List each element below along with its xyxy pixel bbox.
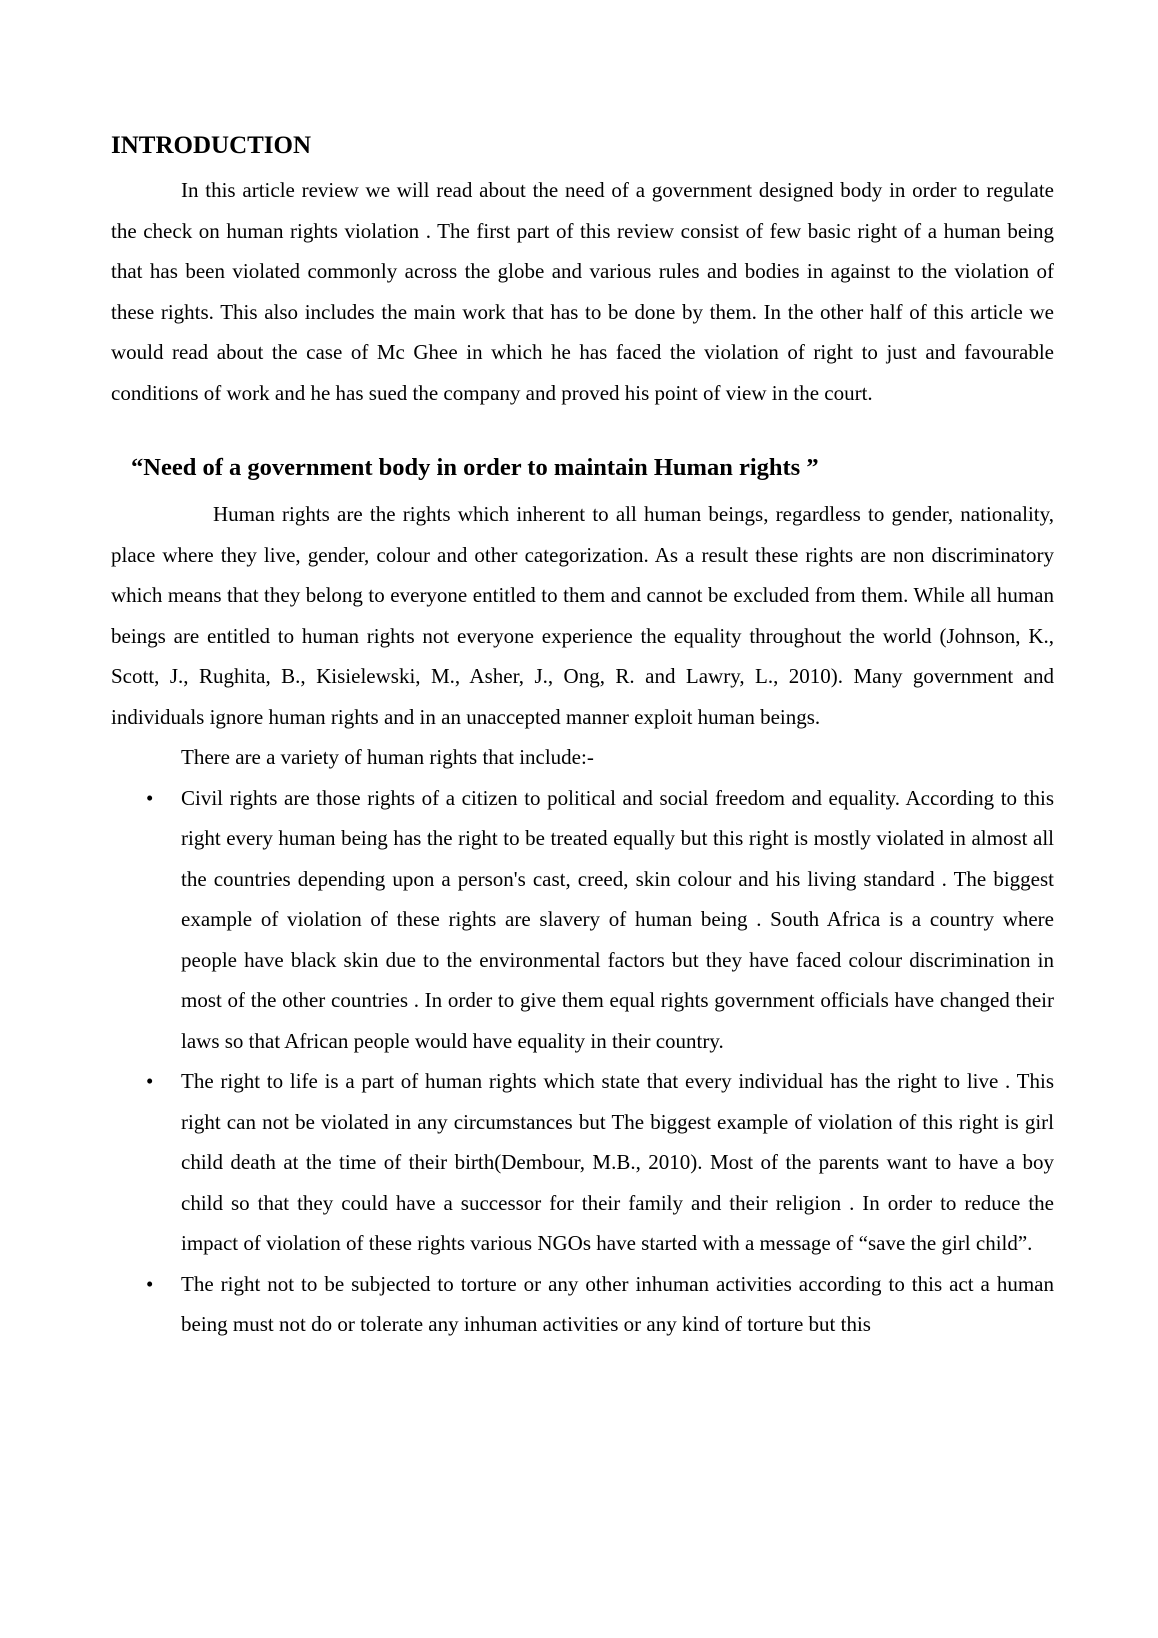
list-item xyxy=(111,1264,1054,1345)
page-content xyxy=(111,130,1054,1345)
section-heading: “Need of a government body in order to maintain Human rights ” xyxy=(131,454,819,481)
list-intro: There are a variety of human rights that include:- xyxy=(181,745,594,769)
list-item-text: The right not to be subjected to torture or any other inhuman activities according to this act a human being must not do or tolerate any inhuman activities or any kind of torture but this xyxy=(181,1271,1054,1336)
list-item xyxy=(111,778,1054,1062)
introduction-heading: INTRODUCTION xyxy=(111,132,312,159)
bullet-icon: • xyxy=(146,785,154,810)
list-item-text: Civil rights are those rights of a citizen to political and social freedom and equality. According to this right every human being has the right to be treated equally but this right is mostly violated in almost all the countries depending upon a person's cast, creed, skin colour and his living standard . The biggest example of violation of these rights are slavery of human being . South Africa is a country where people have black skin due to the environmental factors but they have faced colour discrimination in most of the other countries . In order to give them equal rights government officials have changed their laws so that African people would have equality in their country. xyxy=(181,785,1054,1053)
section-paragraph: Human rights are the rights which inherent to all human beings, regardless to gender, nationality, place where they live, gender, colour and other categorization. As a result these rights are non discriminatory which means that they belong to everyone entitled to them and cannot be excluded from them. While all human beings are entitled to human rights not everyone experience the equality throughout the world (Johnson, K., Scott, J., Rughita, B., Kisielewski, M., Asher, J., Ong, R. and Lawry, L., 2010). Many government and individuals ignore human rights and in an unaccepted manner exploit human beings. xyxy=(111,502,1054,729)
list-item-text: The right to life is a part of human rights which state that every individual has the right to live . This right can not be violated in any circumstances but The biggest example of violation of this right is girl child death at the time of their birth(Dembour, M.B., 2010). Most of the parents want to have a boy child so that they could have a successor for their family and their religion . In order to reduce the impact of violation of these rights various NGOs have started with a message of “save the girl child”. xyxy=(181,1069,1054,1255)
bullet-icon: • xyxy=(146,1271,154,1296)
rights-bullet-list xyxy=(111,778,1054,1345)
introduction-paragraph: In this article review we will read about the need of a government designed body in order to regulate the check on human rights violation . The first part of this review consist of few basic right of a human being that has been violated commonly across the globe and various rules and bodies in against to the violation of these rights. This also includes the main work that has to be done by them. In the other half of this article we would read about the case of Mc Ghee in which he has faced the violation of right to just and favourable conditions of work and he has sued the company and proved his point of view in the court. xyxy=(111,178,1054,405)
bullet-icon: • xyxy=(146,1069,154,1093)
list-item xyxy=(111,1061,1054,1264)
